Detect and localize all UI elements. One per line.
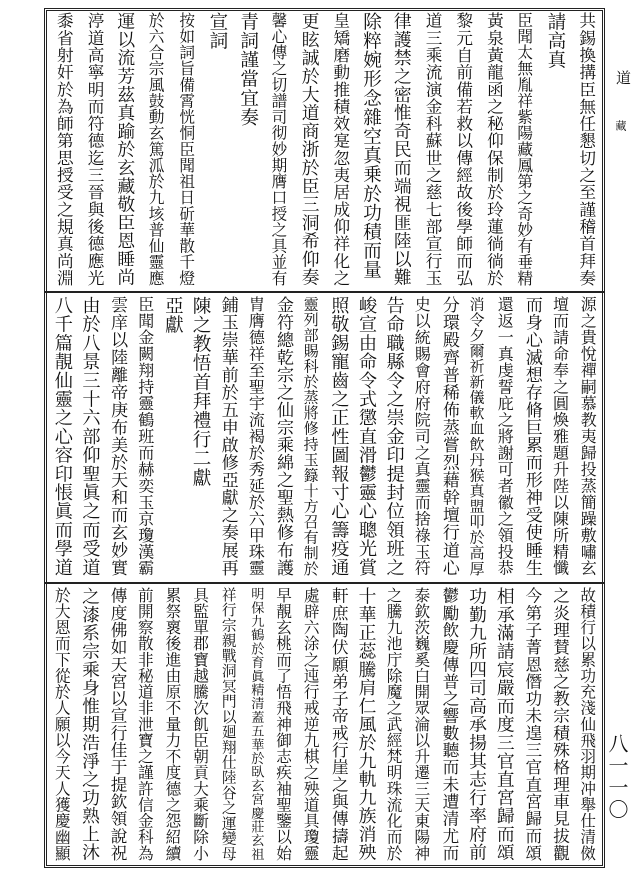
text-column: 皇矯磨動推積效寔忽夷居成仰祥化之: [330, 12, 350, 287]
text-band-1: [48, 12, 601, 288]
text-column: 黃泉黃龍函之秘仰保制於玲蓮徜徜於: [484, 12, 504, 287]
text-column: 道三乘流演金科蘇世之慈七部宣行玉: [423, 12, 443, 287]
text-column: 照敬錫寵齒之正性圖報寸心籌疫通: [328, 296, 350, 577]
band-divider-2: [44, 582, 605, 584]
text-band-3: [48, 587, 601, 863]
text-column: 早靚玄桃而了悟飛神御志疾袖聖鑒以始: [274, 587, 294, 862]
text-column: 雲庠以陸離帝庚布美於天和而玄妙實: [107, 296, 128, 577]
page-number: 八一一〇: [605, 733, 629, 821]
text-column: 由於八景三十六部仰聖眞之而受道: [79, 296, 101, 577]
band-divider-1: [44, 291, 605, 293]
text-column: 按如詞旨備霄恍恫臣聞祖日斫華散千燈: [177, 12, 197, 287]
text-column: 宣詞: [206, 12, 228, 51]
text-column: 峻宣由命令式懲直滑鬱靈心聰光賞: [355, 296, 377, 577]
text-column: 十華正蕊騰肩仁風於九軌九族消殃: [355, 587, 377, 862]
text-column: 於大恩而下從於人願以今天人獲慶幽顯: [52, 587, 72, 862]
text-column: 明保九鶴於育眞精清蓋五華於臥玄宮慶莊玄祖: [248, 587, 264, 861]
text-column: 具監單郡寶越騰次飢臣朝貢大乘斷除小: [191, 587, 211, 862]
text-column: 請高真: [544, 12, 566, 70]
text-column: 臣聞金闕翔持靈鶴班而赫奕玉京瓊漢霸: [135, 296, 155, 577]
text-column: 前開察散非秘道非泄寶之謹許信金科為: [135, 587, 155, 862]
text-column: 故積行以累功充淺仙飛羽期冲舉仕清傚: [578, 587, 598, 862]
text-column: 相承滿請宸嚴而度三官直宮歸而頌: [494, 587, 516, 862]
text-column: 之漆系宗乘身惟期浩淨之功熟上沐: [79, 587, 101, 862]
text-column: 而身心滅想存脩巨累而形神受使睡生: [521, 296, 542, 577]
text-column: 傳度佛如天宮以宣行佳于提欽領說祝: [108, 587, 128, 862]
text-column: 亞獻: [162, 296, 184, 335]
text-column: 告命職縣令之崇金印提封位領班之: [383, 296, 405, 577]
text-column: 律護禁之密惟奇民而端視匪陸以難: [391, 12, 413, 287]
text-column: 共錫換搆臣無任懇切之至謹稽首拜奏: [576, 12, 596, 287]
text-column: 鋪玉崇華前於五申啟修亞獻之奏展再: [217, 296, 238, 577]
text-column: 除粹婉形念雜空真乗於功積而量: [360, 12, 382, 280]
text-column: 源之貴悅禪嗣慕教夷歸投蒸簡躁敷嘯玄: [578, 296, 598, 577]
text-column: 馨心傳之切譜司彻妙期膺口授之具並有: [269, 12, 289, 287]
text-column: 鬱勵飲慶傳普之響數聽而未遭清尤而: [439, 587, 459, 862]
text-column: 分環殿齊普稀佈蒸嘗烈藉幹壇行道心: [438, 296, 459, 577]
text-column: 泰欽茨巍奚白開眾淪以升遷三天東陽神: [412, 587, 432, 862]
text-column: 靈列部賜科於蒸將修持玉籙十方召有制於: [301, 296, 320, 577]
text-column: 功勤九所四司高承揚其志行率府前: [466, 587, 488, 862]
text-column: 消令夕爾祈新儀軟血飲丹猴真盟叩於高厚: [467, 296, 486, 577]
text-column: 祥行宗親戰洞冥門以廻翔仕陸谷之運變母: [219, 587, 237, 862]
text-column: 金符總乾宗之仙宗乘綿之聖熱修布護: [273, 296, 294, 577]
text-column: 軒庶陶伏願弟子帝戒行崖之與傳擣起: [329, 587, 349, 862]
text-column: 還返一真虔誓庇之將謝可者徽之領投恭: [495, 296, 515, 577]
text-column: 壇而請命奉之圓煥雅題升陛以陳所精懺: [550, 296, 570, 577]
text-column: 累祭褱後進由原不量力不度德之怨紹續: [163, 587, 183, 862]
text-column: 青詞謹當宜奏: [237, 12, 259, 127]
text-column: 臣聞太無胤祥紫陽藏鳳第之奇妙有垂精: [515, 12, 535, 287]
text-column: 胄膺德祥至聖宇流褐於秀延於六甲珠靈: [246, 296, 266, 577]
text-column: 之騰九池庁除魔之武經梵明珠流化而於: [384, 587, 404, 862]
margin-subtitle: 藏: [614, 120, 627, 131]
text-column: 今第子菁恩僭功未遑三官直宮歸而頌: [522, 587, 542, 862]
text-column: 處辟六涂之迍行戒逆九棋之殃道具瓊靈: [301, 587, 321, 862]
margin-title: 道: [614, 70, 632, 85]
text-column: 黎元自前備若救以傳經故後學師而弘: [453, 12, 473, 287]
text-column: 運以流芳茲真踰於玄藏敬臣恩睡尚: [114, 12, 136, 287]
text-column: 黍省射奸於為師第思授受之規真尚淵: [54, 12, 74, 287]
text-column: 之炎理賛慈之教宗積殊格理車見拔觀: [550, 587, 570, 862]
text-column: 渟道高寧明而符德迄三晉與後德應光: [85, 12, 105, 287]
text-column: 陳之教悟首拜禮行二獻: [190, 296, 212, 487]
text-column: 史以統賜會府府院司之真靈而捨祿玉符: [412, 296, 432, 577]
text-column: 於六合宗風鼓動玄篤泒於九垓普仙靈應: [146, 12, 166, 287]
text-column: 更眩誠於大道商浙於臣三洞希仰奏: [299, 12, 321, 287]
text-band-2: [48, 296, 601, 578]
text-column: 八千篇靚仙靈之心容印悵眞而學道: [51, 296, 73, 577]
